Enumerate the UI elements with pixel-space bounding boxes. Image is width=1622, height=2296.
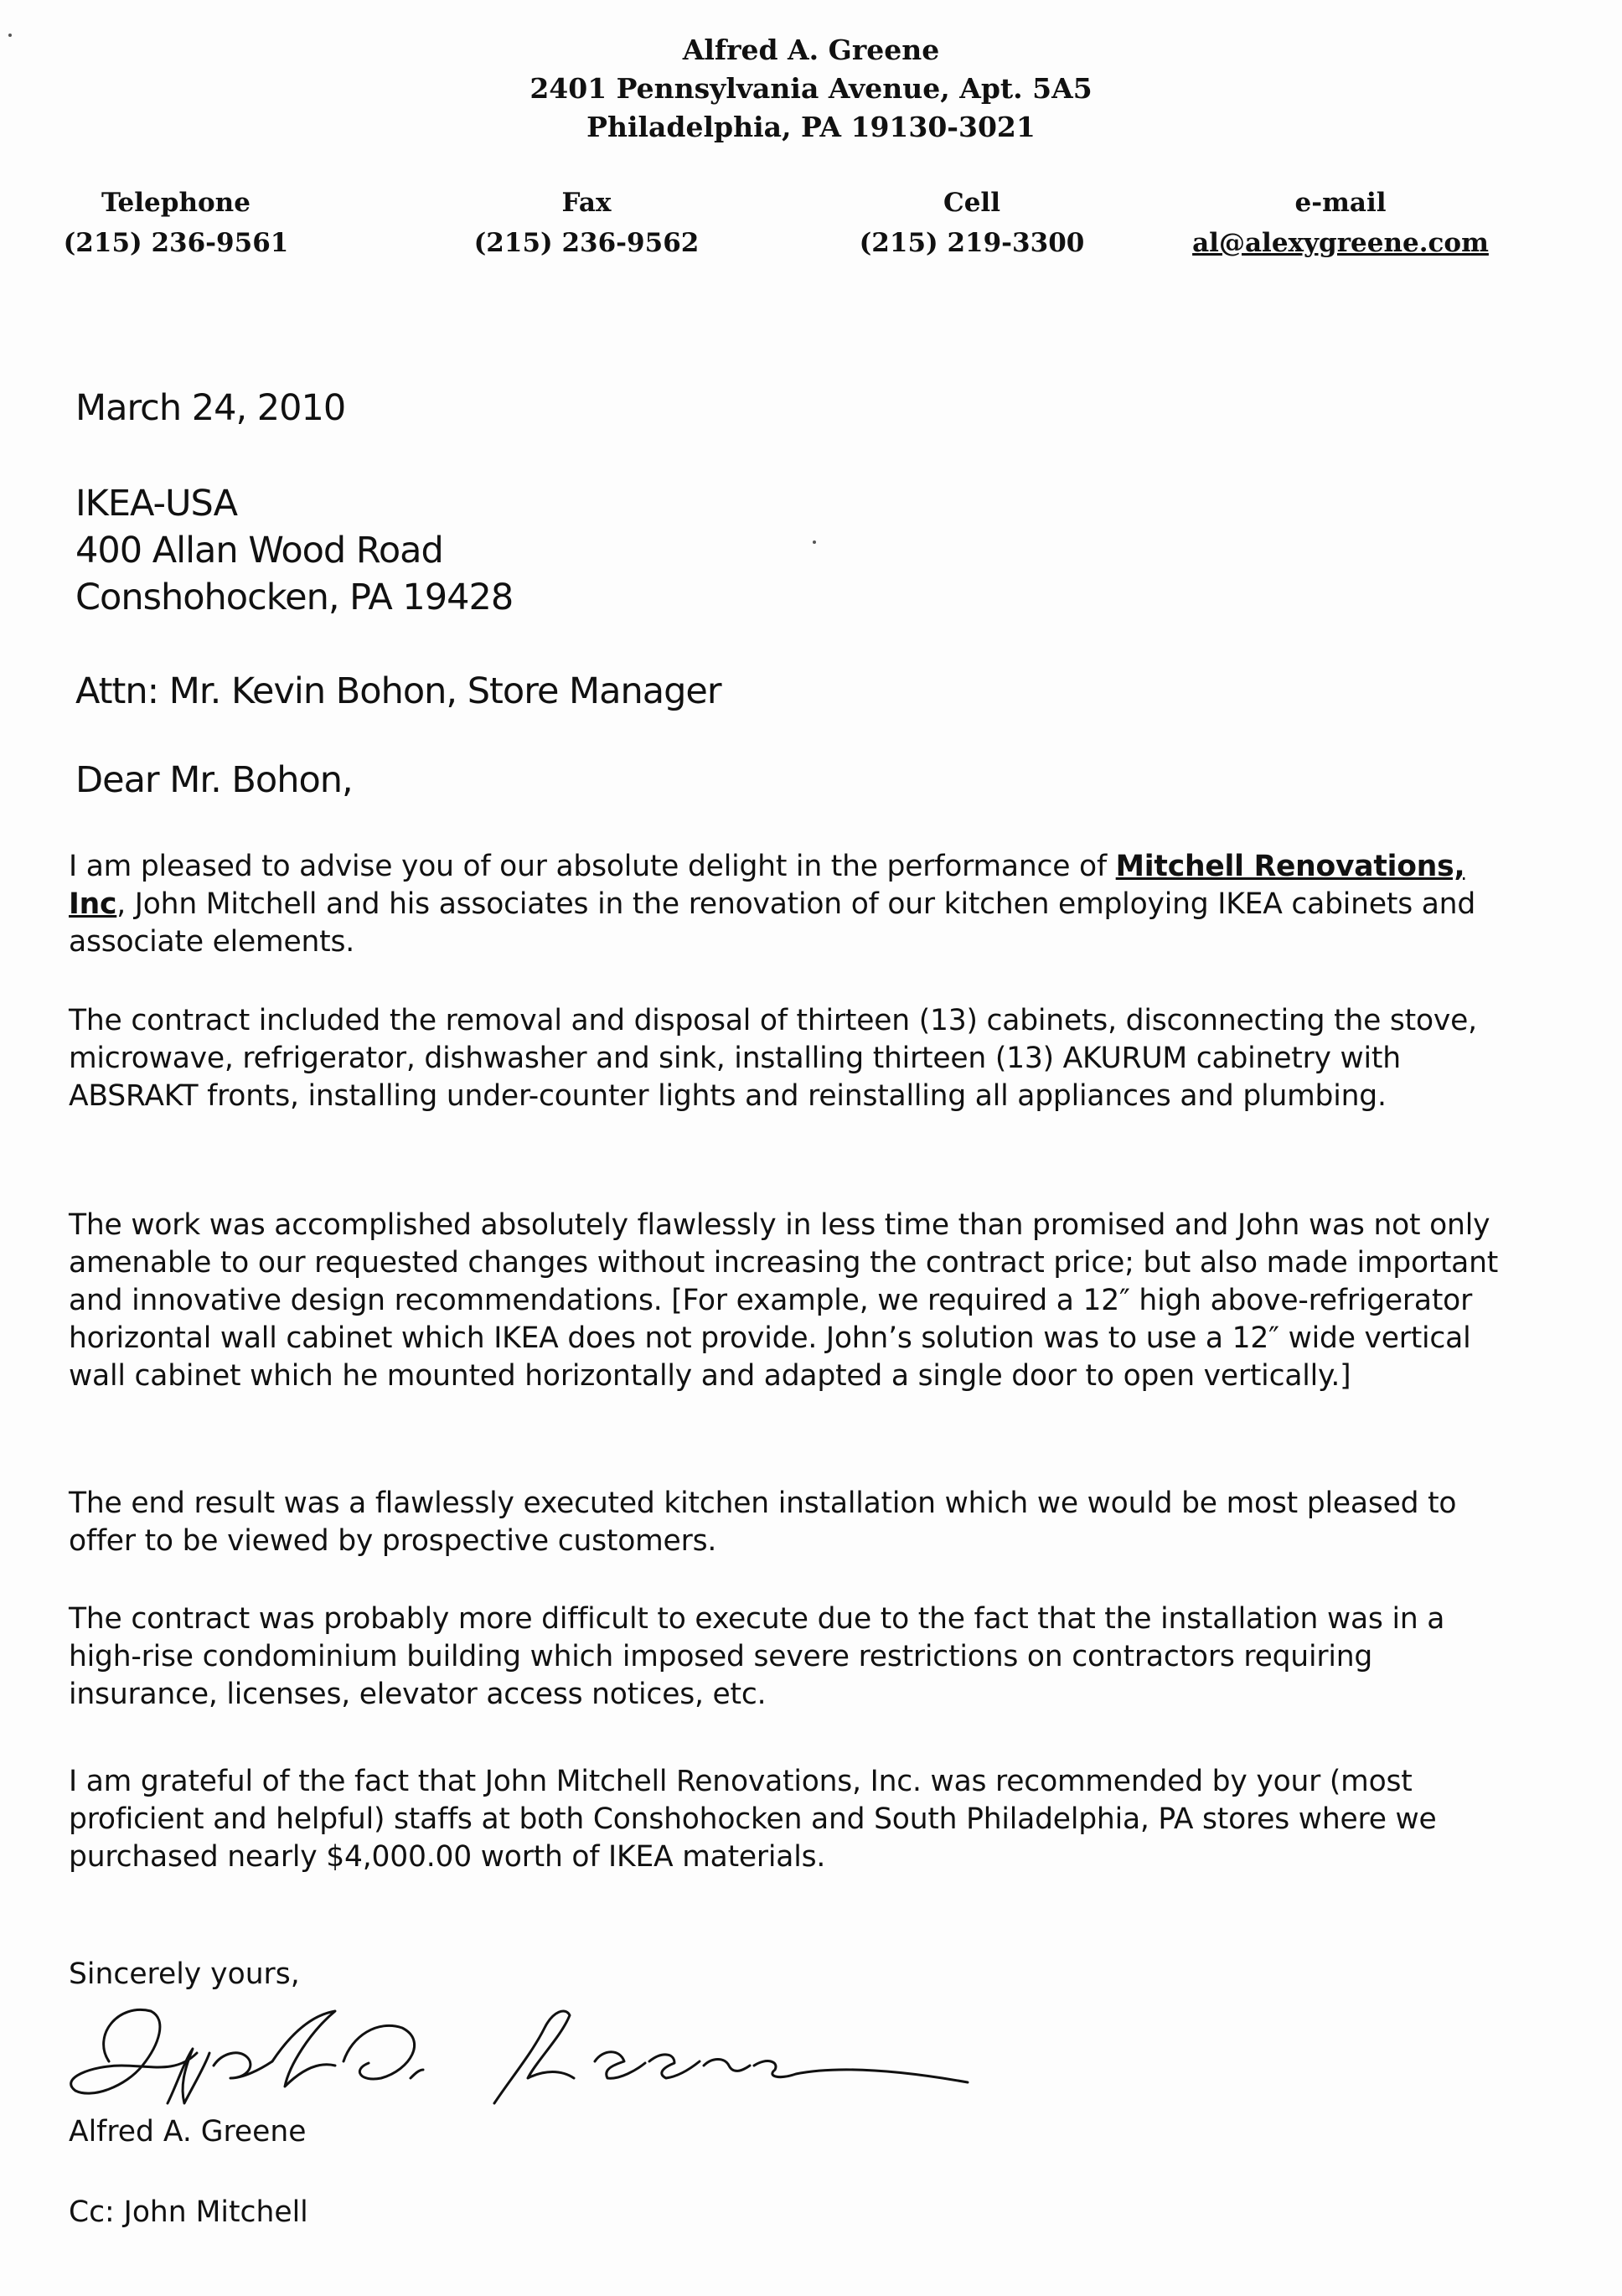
contact-label: Fax: [561, 188, 612, 218]
letter-date: March 24, 2010: [75, 387, 346, 429]
company-name-link[interactable]: Mitchell Renovations, Inc: [69, 850, 1465, 921]
letterhead-name: Alfred A. Greene: [682, 34, 940, 66]
contact-cell: [838, 183, 1106, 263]
contact-label: Cell: [943, 188, 1000, 218]
cc-line: Cc: John Mitchell: [69, 2195, 308, 2229]
salutation: Dear Mr. Bohon,: [75, 759, 353, 801]
paragraph-5: The contract was probably more difficult to execute due to the fact that the installation was in a high-rise condominium building which imposed severe restrictions on contractors requiring insurance, licenses, elevator access notices, etc.: [69, 1602, 1445, 1711]
contact-value: (215) 236-9561: [63, 228, 289, 258]
closing: Sincerely yours,: [69, 1957, 300, 1991]
recipient-street: 400 Allan Wood Road: [75, 530, 443, 571]
signer-name: Alfred A. Greene: [69, 2115, 307, 2149]
scan-speck: [813, 540, 816, 544]
handwritten-signature: [59, 1986, 989, 2133]
scan-speck: [8, 34, 12, 37]
letterhead-address-line2: Philadelphia, PA 19130-3021: [586, 111, 1036, 143]
recipient-city: Conshohocken, PA 19428: [75, 577, 514, 618]
letterhead-address-line1: 2401 Pennsylvania Avenue, Apt. 5A5: [529, 72, 1093, 105]
attention-line: Attn: Mr. Kevin Bohon, Store Manager: [75, 670, 721, 712]
paragraph-3: The work was accomplished absolutely flawlessly in less time than promised and John was not only amenable to our requested changes without increasing the contract price; but also made important and innovative design recommendations. [For example, we required a 12″ high above-refrigerator horizontal wall cabinet which IKEA does not provide. John’s solution was to use a 12″ wide vertical wall cabinet which he mounted horizontally and adapted a single door to open vertically.]: [69, 1208, 1499, 1393]
contact-label: e-mail: [1294, 188, 1387, 218]
paragraph-1-start: I am pleased to advise you of our absolute delight in the performance of: [69, 850, 1116, 883]
paragraph-1-end: , John Mitchell and his associates in the renovation of our kitchen employing IKEA cabinets and associate elements.: [69, 887, 1476, 959]
contact-label: Telephone: [101, 188, 251, 218]
paragraph-1: [69, 848, 1510, 961]
contact-value: (215) 236-9562: [473, 228, 700, 258]
recipient-company: IKEA-USA: [75, 483, 238, 525]
contact-email: [1181, 183, 1500, 263]
paragraph-4: The end result was a flawlessly executed kitchen installation which we would be most pleased to offer to be viewed by prospective customers.: [69, 1487, 1457, 1558]
contact-telephone: [50, 183, 302, 263]
email-link[interactable]: al@alexygreene.com: [1192, 228, 1489, 258]
contact-value: (215) 219-3300: [859, 228, 1085, 258]
contact-fax: [452, 183, 721, 263]
paragraph-6: I am grateful of the fact that John Mitchell Renovations, Inc. was recommended by your (most proficient and helpful) staffs at both Conshohocken and South Philadelphia, PA stores where we purchased nearly $4,000.00 worth of IKEA materials.: [69, 1765, 1437, 1874]
paragraph-2: The contract included the removal and disposal of thirteen (13) cabinets, disconnecting the stove, microwave, refrigerator, dishwasher and sink, installing thirteen (13) AKURUM cabinetry with ABSRAKT fronts, installing under-counter lights and reinstalling all appliances and plumbing.: [69, 1004, 1477, 1113]
